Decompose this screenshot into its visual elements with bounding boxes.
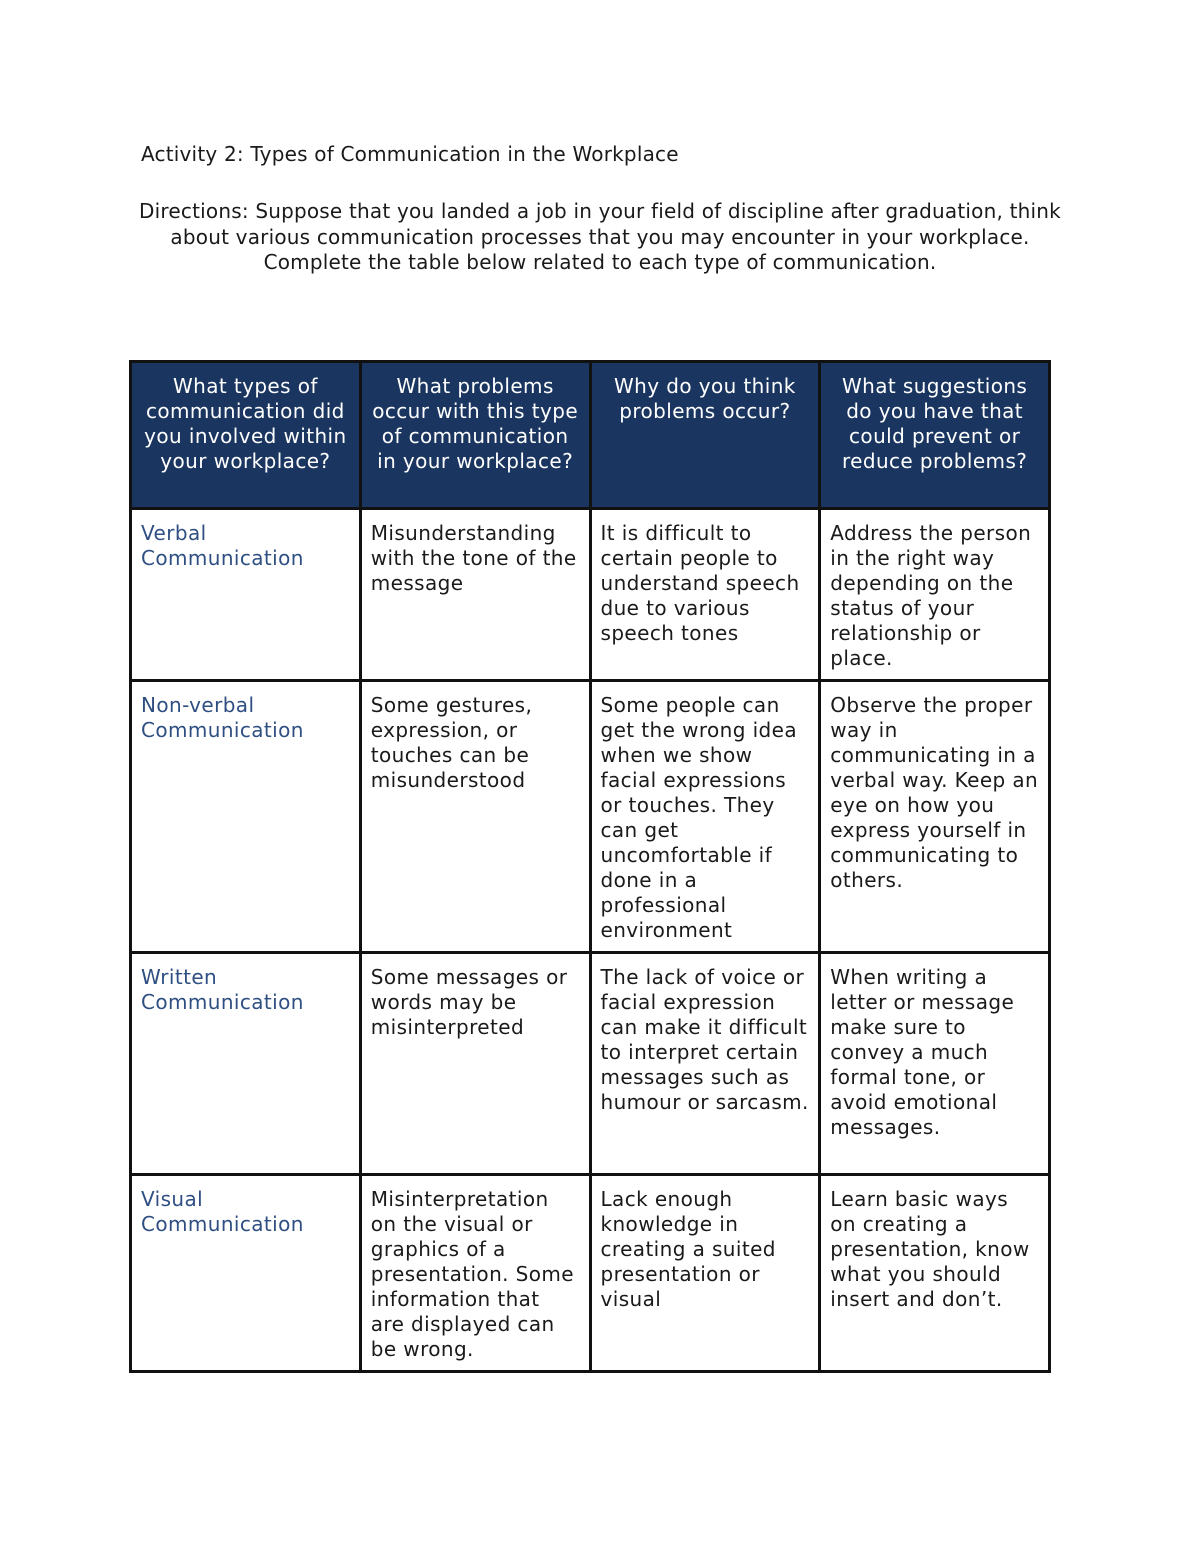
table-row	[131, 1175, 1050, 1372]
cell-problems: Misinterpretation on the visual or graphics of a presentation. Some information that are displayed can be wrong.	[360, 1175, 590, 1372]
cell-problems: Some messages or words may be misinterpreted	[360, 953, 590, 1175]
header-problems: What problems occur with this type of communication in your workplace?	[360, 362, 590, 509]
cell-suggestions: When writing a letter or message make sure to convey a much formal tone, or avoid emotional messages.	[820, 953, 1050, 1175]
header-types: What types of communication did you involved within your workplace?	[131, 362, 361, 509]
cell-type: Visual Communication	[131, 1175, 361, 1372]
cell-type: Non-verbal Communication	[131, 681, 361, 953]
cell-why: Some people can get the wrong idea when we show facial expressions or touches. They can get uncomfortable if done in a professional environment	[590, 681, 820, 953]
header-suggestions: What suggestions do you have that could prevent or reduce problems?	[820, 362, 1050, 509]
cell-type: Written Communication	[131, 953, 361, 1175]
cell-suggestions: Address the person in the right way depending on the status of your relationship or place.	[820, 509, 1050, 681]
cell-suggestions: Observe the proper way in communicating in a verbal way. Keep an eye on how you express yourself in communicating to others.	[820, 681, 1050, 953]
cell-problems: Some gestures, expression, or touches can be misunderstood	[360, 681, 590, 953]
communication-table-wrapper	[129, 360, 1051, 1373]
cell-why: The lack of voice or facial expression can make it difficult to interpret certain messages such as humour or sarcasm.	[590, 953, 820, 1175]
page-title: Activity 2: Types of Communication in the Workplace	[141, 142, 679, 166]
communication-table	[129, 360, 1051, 1373]
cell-suggestions: Learn basic ways on creating a presentation, know what you should insert and don’t.	[820, 1175, 1050, 1372]
cell-type: Verbal Communication	[131, 509, 361, 681]
cell-problems: Misunderstanding with the tone of the message	[360, 509, 590, 681]
table-row	[131, 509, 1050, 681]
header-why: Why do you think problems occur?	[590, 362, 820, 509]
table-header-row	[131, 362, 1050, 509]
cell-why: It is difficult to certain people to understand speech due to various speech tones	[590, 509, 820, 681]
table-row	[131, 953, 1050, 1175]
directions-text: Directions: Suppose that you landed a job in your field of discipline after graduation, think about various communication processes that you may encounter in your workplace. Complete the table below related to each type of communication.	[139, 199, 1061, 274]
cell-why: Lack enough knowledge in creating a suited presentation or visual	[590, 1175, 820, 1372]
table-row	[131, 681, 1050, 953]
